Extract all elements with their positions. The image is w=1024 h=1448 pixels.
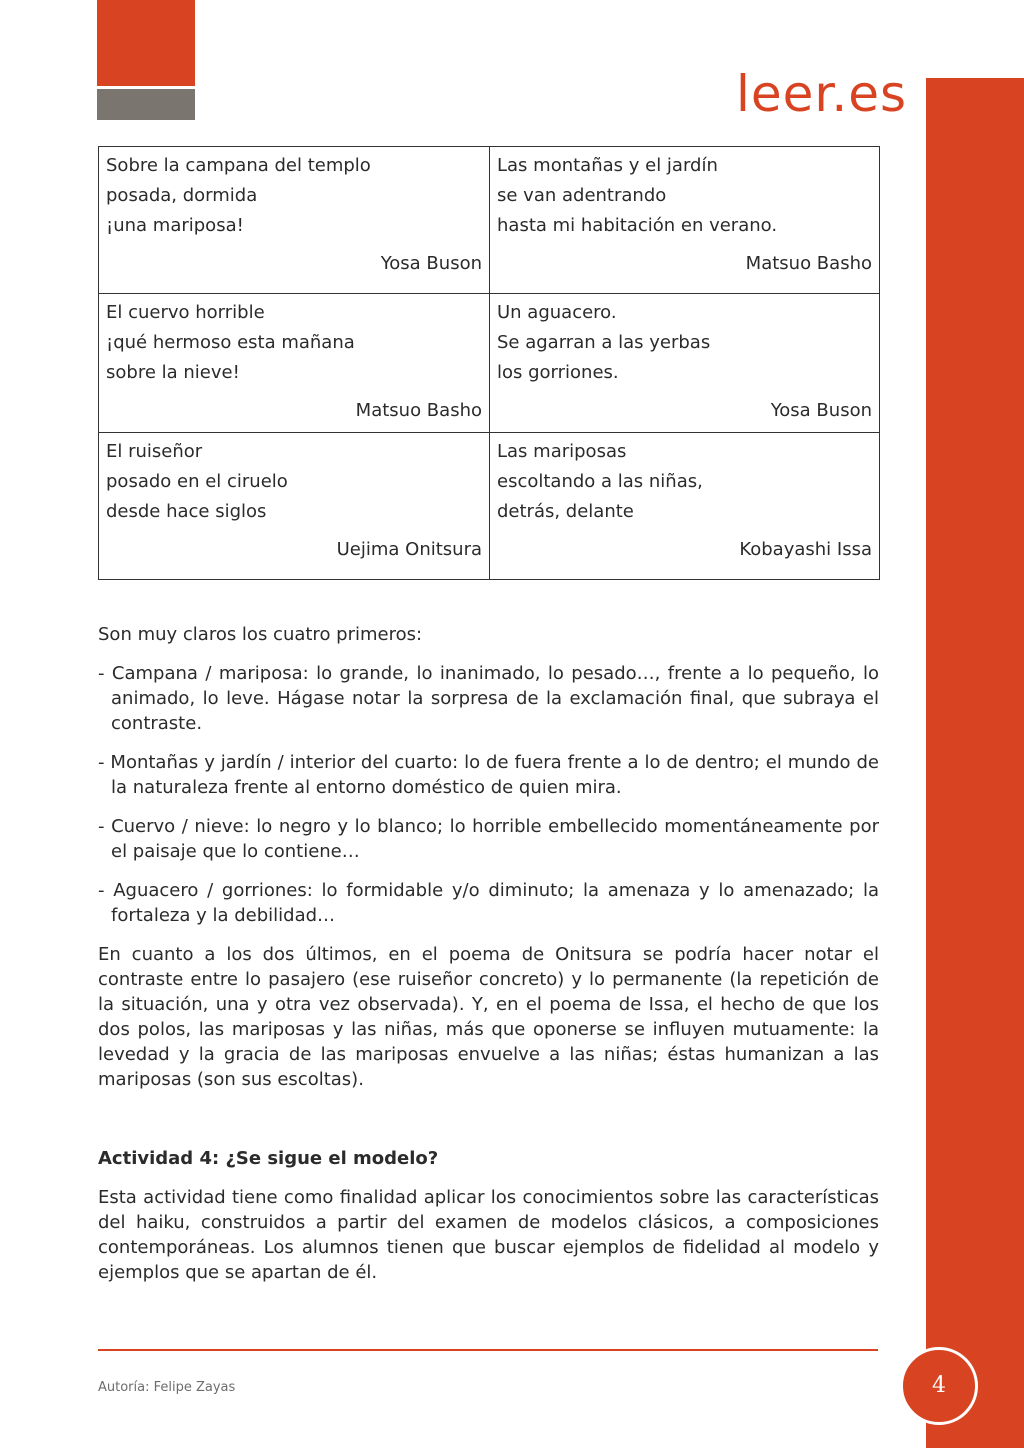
poem-author: Yosa Buson bbox=[380, 253, 482, 274]
poem-line: detrás, delante bbox=[497, 501, 634, 522]
body-content bbox=[98, 622, 879, 1299]
table-row bbox=[99, 433, 880, 580]
poem-line: posada, dormida bbox=[106, 185, 258, 206]
haiku-poem bbox=[497, 437, 872, 527]
contrast-item: - Cuervo / nieve: lo negro y lo blanco; lo horrible embellecido momentáneamente por el paisaje que lo contiene… bbox=[98, 816, 879, 862]
haiku-cell bbox=[99, 147, 490, 294]
poem-line: Las montañas y el jardín bbox=[497, 155, 718, 176]
analysis-paragraph: En cuanto a los dos últimos, en el poema de Onitsura se podría hacer notar el contraste entre lo pasajero (ese ruiseñor concreto) y lo permanente (la repetición de la situación, una y otra vez observada). Y, en el poema de Issa, el hecho de que los dos polos, las mariposas y las niñas, más que oponerse se influyen mutuamente: la levedad y la gracia de las mariposas envuelve a las niñas; éstas humanizan a las mariposas (son sus escoltas). bbox=[98, 944, 879, 1090]
leer-es-logo[interactable]: leer.es bbox=[736, 65, 908, 123]
side-accent-bar bbox=[926, 78, 1024, 1448]
poem-line: El ruiseñor bbox=[106, 441, 203, 462]
haiku-table bbox=[98, 146, 880, 580]
poem-line: hasta mi habitación en verano. bbox=[497, 215, 778, 236]
haiku-poem bbox=[497, 151, 872, 241]
poem-author: Yosa Buson bbox=[770, 400, 872, 421]
activity-paragraph: Esta actividad tiene como finalidad aplicar los conocimientos sobre las características del haiku, construidos a partir del examen de modelos clásicos, a composiciones contemporáneas. Los alumnos tienen que buscar ejemplos de fidelidad al modelo y ejemplos que se apartan de él. bbox=[98, 1187, 879, 1283]
poem-line: sobre la nieve! bbox=[106, 362, 240, 383]
poem-line: se van adentrando bbox=[497, 185, 667, 206]
poem-author: Uejima Onitsura bbox=[336, 539, 482, 560]
header-gray-block bbox=[97, 89, 195, 120]
haiku-cell bbox=[490, 147, 880, 294]
poem-line: escoltando a las niñas, bbox=[497, 471, 703, 492]
footer-divider bbox=[98, 1349, 878, 1351]
poem-line: El cuervo horrible bbox=[106, 302, 265, 323]
poem-line: Un aguacero. bbox=[497, 302, 617, 323]
table-row bbox=[99, 294, 880, 433]
poem-line: desde hace siglos bbox=[106, 501, 267, 522]
poem-line: posado en el ciruelo bbox=[106, 471, 288, 492]
section-spacer bbox=[98, 1106, 879, 1146]
poem-author: Kobayashi Issa bbox=[739, 539, 872, 560]
poem-line: Se agarran a las yerbas bbox=[497, 332, 711, 353]
poem-author: Matsuo Basho bbox=[355, 400, 482, 421]
poem-line: Sobre la campana del templo bbox=[106, 155, 371, 176]
table-row bbox=[99, 147, 880, 294]
haiku-cell bbox=[99, 433, 490, 580]
haiku-poem bbox=[106, 298, 482, 388]
activity-heading: Actividad 4: ¿Se sigue el modelo? bbox=[98, 1148, 439, 1169]
haiku-cell bbox=[490, 433, 880, 580]
haiku-poem bbox=[497, 298, 872, 388]
contrast-item: - Montañas y jardín / interior del cuarto: lo de fuera frente a lo de dentro; el mundo de la naturaleza frente al entorno doméstico de quien mira. bbox=[98, 752, 879, 798]
poem-line: ¡una mariposa! bbox=[106, 215, 244, 236]
contrast-item: - Campana / mariposa: lo grande, lo inanimado, lo pesado…, frente a lo pequeño, lo animado, lo leve. Hágase notar la sorpresa de la exclamación final, que subraya el contraste. bbox=[98, 663, 879, 734]
contrast-item: - Aguacero / gorriones: lo formidable y/o diminuto; la amenaza y lo amenazado; la fortaleza y la debilidad… bbox=[98, 880, 879, 926]
header-orange-block bbox=[97, 0, 195, 86]
poem-author: Matsuo Basho bbox=[745, 253, 872, 274]
poem-line: ¡qué hermoso esta mañana bbox=[106, 332, 355, 353]
poem-line: Las mariposas bbox=[497, 441, 627, 462]
intro-paragraph: Son muy claros los cuatro primeros: bbox=[98, 624, 423, 645]
haiku-cell bbox=[490, 294, 880, 433]
footer-author: Autoría: Felipe Zayas bbox=[98, 1380, 236, 1395]
haiku-poem bbox=[106, 151, 482, 241]
haiku-poem bbox=[106, 437, 482, 527]
haiku-cell bbox=[99, 294, 490, 433]
poem-line: los gorriones. bbox=[497, 362, 619, 383]
page-number-badge bbox=[900, 1347, 978, 1425]
page-number: 4 bbox=[932, 1373, 946, 1398]
